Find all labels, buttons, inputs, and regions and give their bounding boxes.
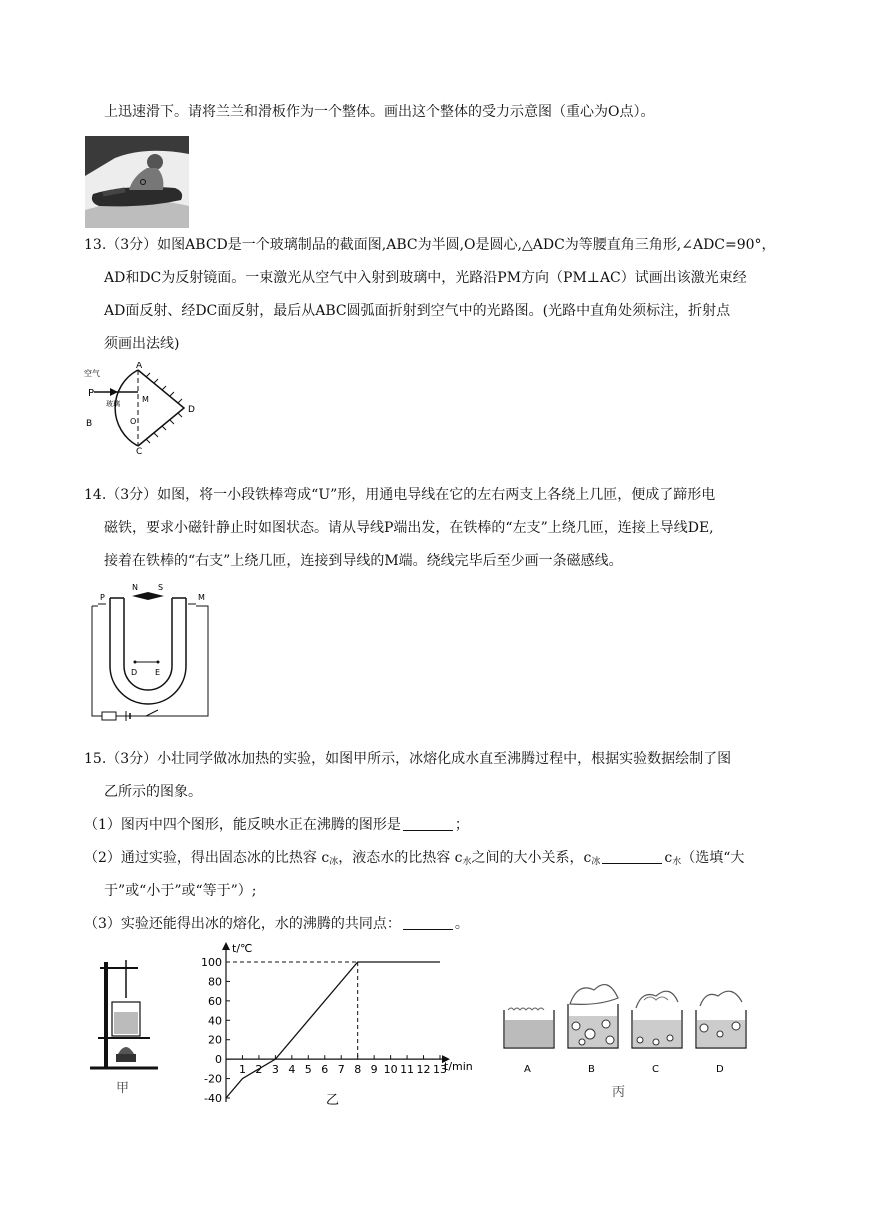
chart-series-line [226, 962, 440, 1098]
q15-q2-text-a: （2）通过实验，得出固态冰的比热容 c [84, 850, 330, 866]
chart-y-tick-label: 80 [208, 975, 222, 989]
q15-sub-water: 水 [462, 857, 472, 867]
q15-q1-text: （1）图丙中四个图形，能反映水正在沸腾的图形是 [84, 817, 401, 833]
chart-x-tick-label: 13 [433, 1063, 447, 1077]
q13-label-p: P [88, 388, 95, 399]
chart-y-tick-label: 40 [208, 1014, 222, 1028]
q13-text-line1: 13.（3分）如图ABCD是一个玻璃制品的截面图,ABC为半圆,O是圆心,△ADC为等腰直角三角形,∠ADC=90°， [84, 237, 776, 253]
q13-label-d: D [188, 405, 195, 415]
q15-q2-text-b: ，液态水的比热容 c [338, 850, 463, 866]
q14-label-s: S [158, 584, 164, 592]
chart-x-tick-label: 7 [337, 1063, 345, 1077]
q13-label-b: B [86, 419, 93, 429]
q14-label-d: D [131, 668, 138, 677]
q15-label-yi: 乙 [326, 1093, 340, 1108]
q15-q1-blank[interactable] [403, 816, 453, 831]
q13-text-line3: AD面反射、经DC面反射，最后从ABC圆弧面折射到空气中的光路图。(光路中直角处须标注，折射点 [104, 303, 731, 319]
q14-u-magnet-figure [88, 584, 218, 726]
q13-label-air: 空气 [84, 369, 100, 378]
q15-text-line2: 乙所示的图象。 [104, 784, 202, 800]
beaker-b [568, 985, 618, 1048]
chart-x-tick-label: 4 [288, 1063, 296, 1077]
q15-sub-ice: 冰 [329, 857, 339, 867]
beaker-label-b: B [588, 1064, 595, 1075]
q15-q2-text-d: c [664, 850, 673, 866]
q14-text-line3: 接着在铁棒的“右支”上绕几匝，连接到导线的M端。绕线完毕后至少画一条磁感线。 [104, 553, 623, 569]
chart-x-tick-label: 3 [271, 1063, 279, 1077]
chart-x-tick-label: 9 [370, 1063, 378, 1077]
q13-text-line4: 须画出法线) [104, 336, 180, 352]
beaker-label-a: A [524, 1064, 531, 1075]
chart-y-tick-label: -40 [204, 1092, 222, 1105]
chart-x-tick-label: 6 [321, 1063, 329, 1077]
q15-sub-ice-2: 冰 [591, 857, 601, 867]
beaker-a [504, 1008, 554, 1048]
chart-x-tick-label: 2 [255, 1063, 263, 1077]
chart-ylabel: t/℃ [232, 942, 253, 955]
q14-label-n: N [132, 584, 138, 592]
q15-text-line4 [84, 848, 744, 872]
chart-y-arrow [222, 942, 230, 950]
q15-temperature-chart [190, 940, 480, 1114]
chart-y-tick-label: 20 [208, 1033, 222, 1047]
q13-label-m: M [142, 395, 149, 404]
q15-label-bing: 丙 [612, 1085, 626, 1100]
q15-q2-text-c: 之间的大小关系，c [471, 850, 592, 866]
chart-x-tick-label: 10 [383, 1063, 398, 1077]
q15-q2-blank[interactable] [602, 849, 662, 864]
q14-label-e: E [155, 668, 161, 677]
beaker-d [696, 991, 746, 1048]
q14-label-p: P [100, 593, 105, 602]
q15-q3-end: 。 [454, 916, 469, 932]
q13-label-o: O [130, 417, 137, 426]
q15-q3-blank[interactable] [403, 915, 453, 930]
q13-glass-figure [80, 362, 210, 458]
chart-x-tick-label: 11 [400, 1063, 415, 1077]
chart-y-tick-label: 100 [201, 956, 222, 969]
chart-y-tick-label: -20 [204, 1072, 222, 1086]
chart-x-tick-label: 8 [354, 1063, 362, 1077]
q14-label-m: M [198, 593, 205, 602]
q13-label-a: A [136, 362, 143, 371]
q15-text-line6 [84, 914, 469, 934]
q12-text-line1: 上迅速滑下。请将兰兰和滑板作为一个整体。画出这个整体的受力示意图（重心为O点）。 [104, 104, 655, 120]
q14-text-line1: 14.（3分）如图，将一小段铁棒弯成“U”形，用通电导线在它的左右两支上各绕上几匝，便成了蹄形电 [84, 487, 716, 503]
beaker-label-d: D [716, 1064, 724, 1075]
q15-text-line1: 15.（3分）小壮同学做冰加热的实验，如图甲所示，冰熔化成水直至沸腾过程中，根据实验数据绘制了图 [84, 751, 732, 767]
chart-x-tick-label: 12 [416, 1063, 431, 1077]
chart-x-tick-label: 1 [238, 1063, 246, 1077]
q15-q1-end: ； [454, 817, 469, 833]
q15-apparatus-figure [86, 950, 166, 1104]
q15-q3-text: （3）实验还能得出冰的熔化，水的沸腾的共同点： [84, 916, 401, 932]
q15-beakers-figure [498, 970, 758, 1114]
q13-text-line2: AD和DC为反射镜面。一束激光从空气中入射到玻璃中，光路沿PM方向（PM⊥AC）试画出该激光束经 [104, 270, 747, 286]
chart-svg [190, 940, 480, 1110]
chart-x-tick-label: 5 [304, 1063, 312, 1077]
chart-xlabel: t/min [444, 1060, 473, 1073]
q13-label-c: C [136, 447, 143, 454]
chart-y-tick-label: 0 [215, 1053, 222, 1067]
q15-text-line3 [84, 815, 469, 835]
q12-skateboard-photo [85, 136, 189, 232]
q15-sub-water-2: 水 [672, 857, 682, 867]
q15-text-line5: 于”或“小于”或“等于”）; [104, 883, 257, 899]
beaker-c [632, 991, 682, 1048]
chart-y-tick-label: 60 [208, 994, 222, 1008]
beaker-label-c: C [652, 1064, 659, 1075]
q15-q2-text-e: （选填“大 [681, 850, 745, 866]
q15-label-jia: 甲 [116, 1081, 130, 1096]
q14-text-line2: 磁铁，要求小磁针静止时如图状态。请从导线P端出发，在铁棒的“左支”上绕几匝，连接上导线DE, [104, 520, 714, 536]
q13-label-glass: 玻璃 [106, 400, 120, 408]
